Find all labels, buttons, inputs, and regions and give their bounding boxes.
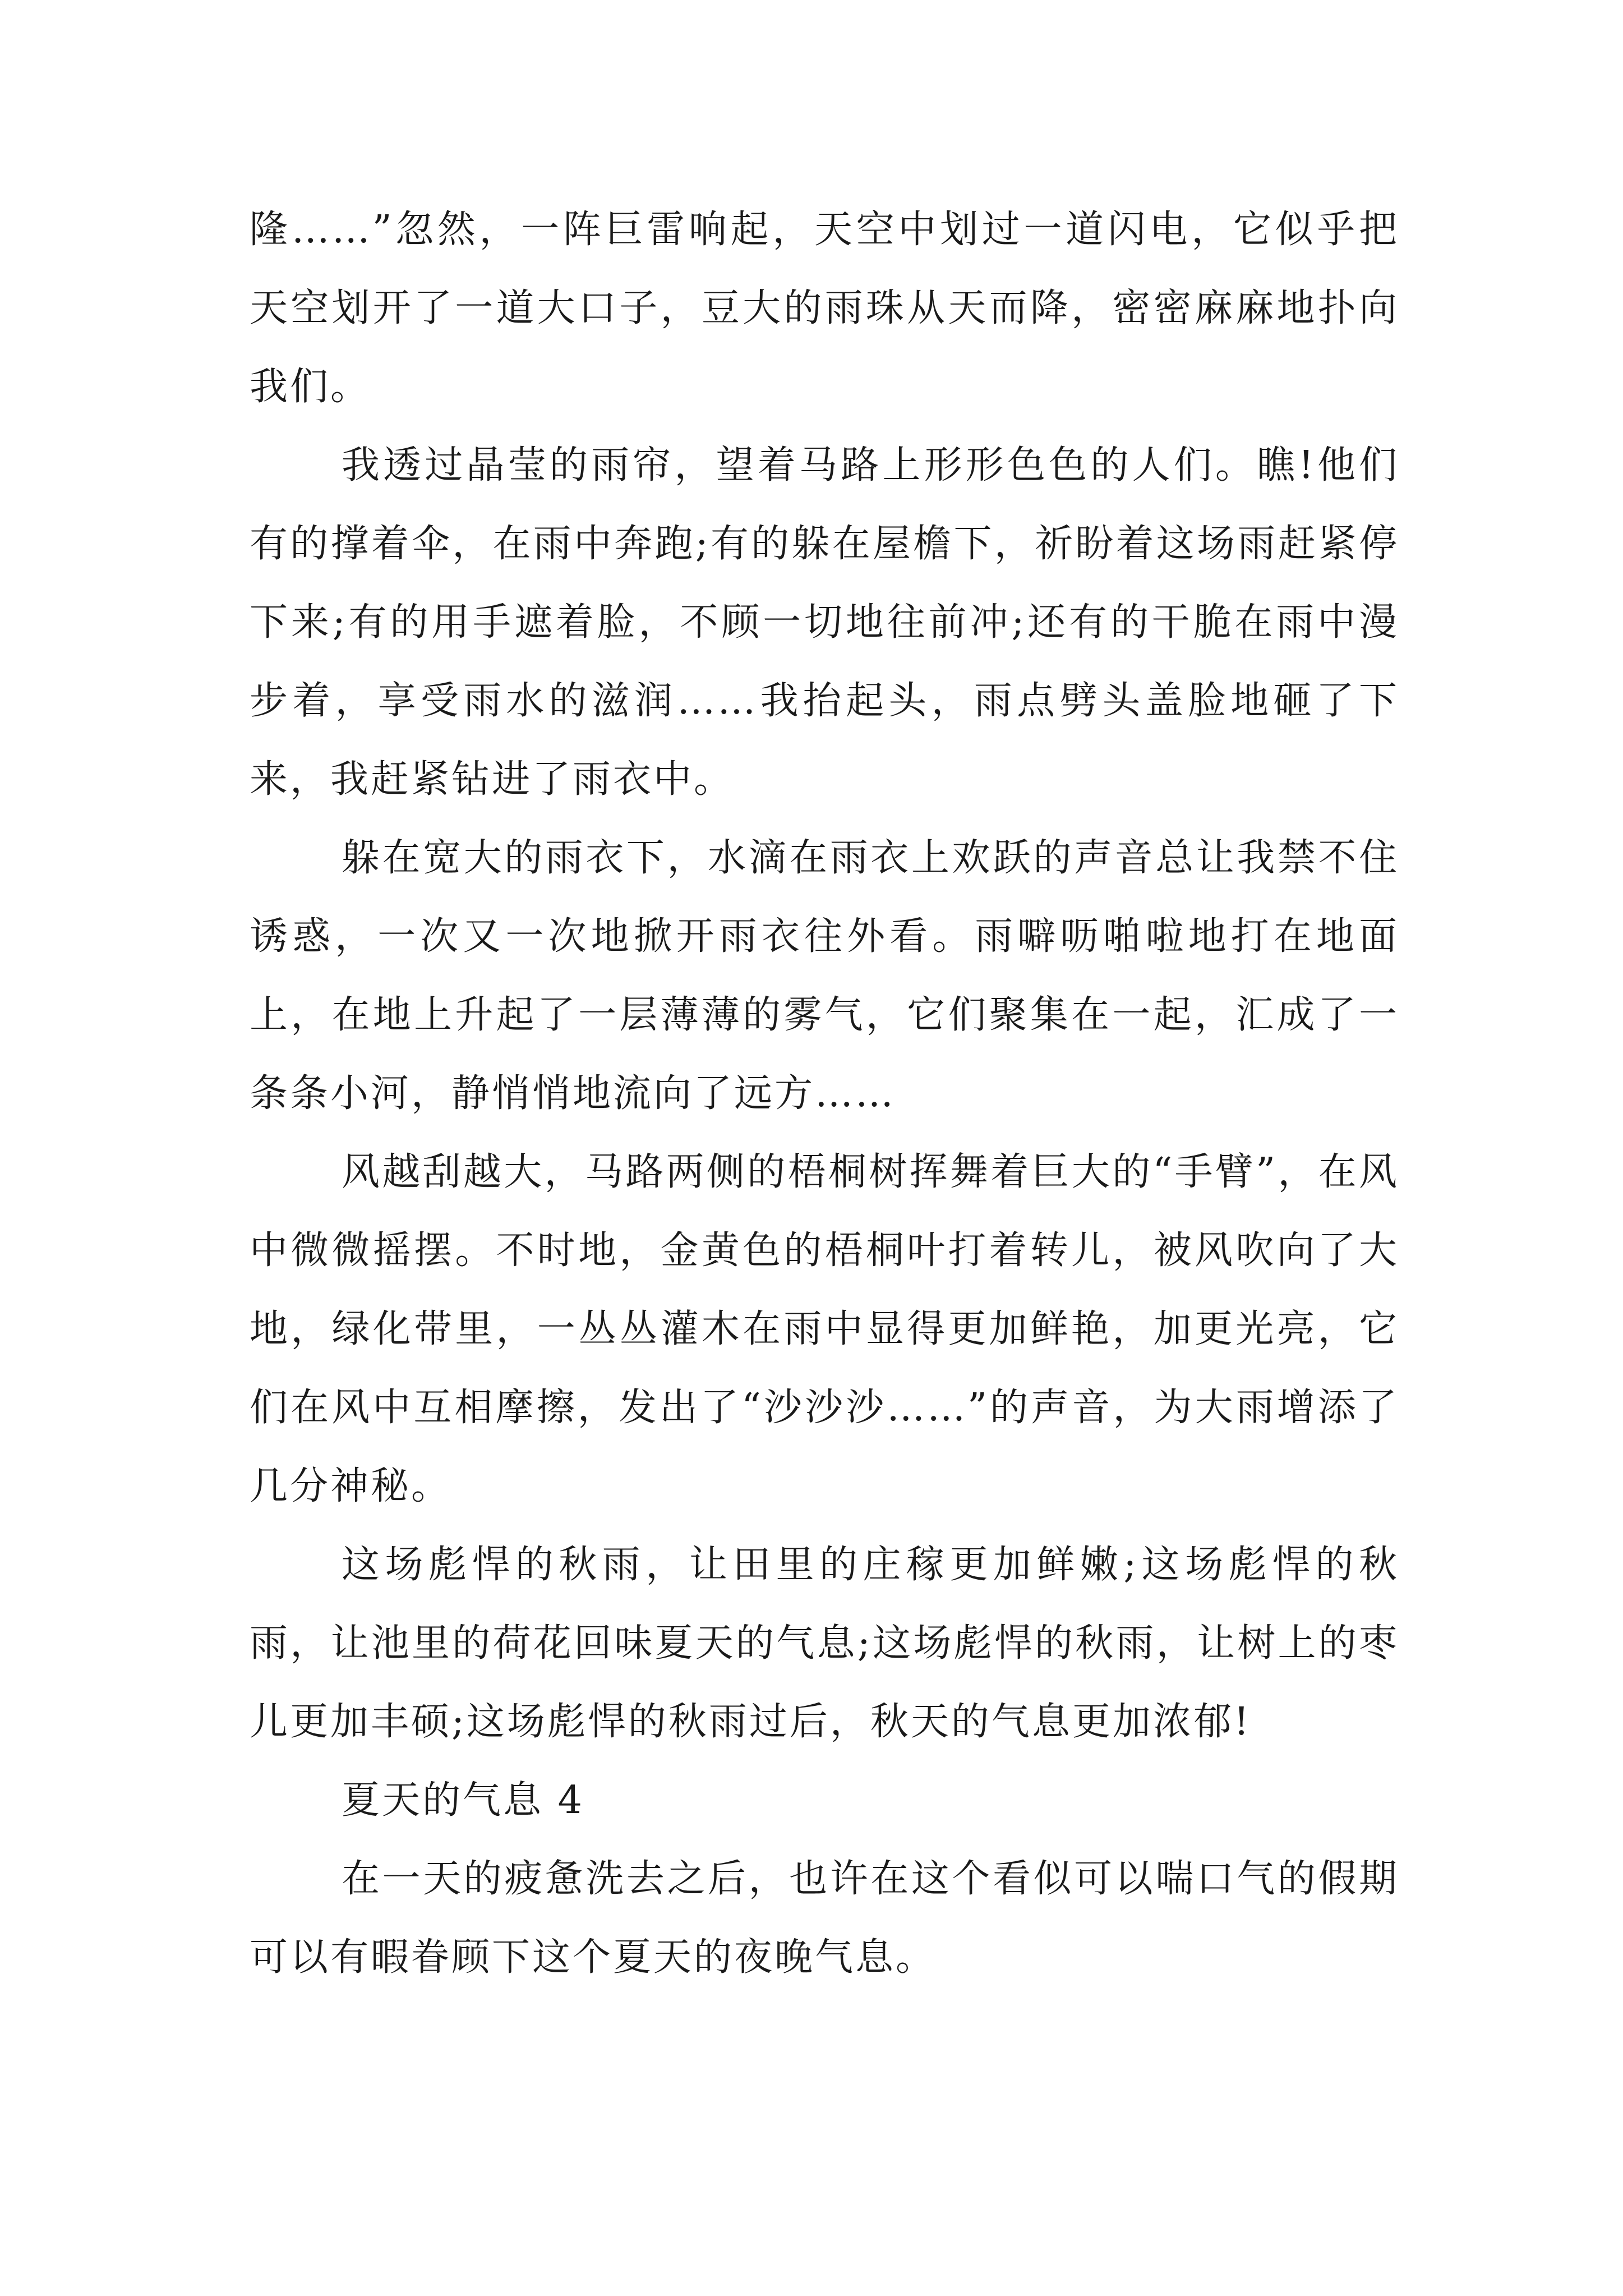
paragraph-autumn-rain: 这场彪悍的秋雨，让田里的庄稼更加鲜嫩;这场彪悍的秋雨，让池里的荷花回味夏天的气息;这场彪悍的秋雨，让树上的枣儿更加丰硕;这场彪悍的秋雨过后，秋天的气息更加浓郁! xyxy=(250,1543,1399,1744)
paragraph-raincoat: 躲在宽大的雨衣下，水滴在雨衣上欢跃的声音总让我禁不住诱惑，一次又一次地掀开雨衣往外看。雨噼呖啪啦地打在地面上，在地上升起了一层薄薄的雾气，它们聚集在一起，汇成了一条条小河，静悄悄地流向了远方…… xyxy=(250,836,1399,1116)
paragraph-summer-night: 在一天的疲惫洗去之后，也许在这个看似可以喘口气的假期可以有暇眷顾下这个夏天的夜晚气息。 xyxy=(250,1857,1399,1980)
section-heading: 夏天的气息 4 xyxy=(342,1778,584,1823)
paragraph-street-scene: 我透过晶莹的雨帘，望着马路上形形色色的人们。瞧!他们有的撑着伞，在雨中奔跑;有的躲在屋檐下，祈盼着这场雨赶紧停下来;有的用手遮着脸，不顾一切地往前冲;还有的干脆在雨中漫步着，享受雨水的滋润……我抬起头，雨点劈头盖脸地砸了下来，我赶紧钻进了雨衣中。 xyxy=(250,443,1399,802)
paragraph-continuation: 隆……”忽然，一阵巨雷响起，天空中划过一道闪电，它似乎把天空划开了一道大口子，豆大的雨珠从天而降，密密麻麻地扑向我们。 xyxy=(250,208,1399,409)
paragraph-wind-trees: 风越刮越大，马路两侧的梧桐树挥舞着巨大的“手臂”，在风中微微摇摆。不时地，金黄色的梧桐叶打着转儿，被风吹向了大地，绿化带里，一丛丛灌木在雨中显得更加鲜艳，加更光亮，它们在风中互相摩擦，发出了“沙沙沙……”的声音，为大雨增添了几分神秘。 xyxy=(250,1150,1399,1508)
document-body xyxy=(250,191,1399,1997)
